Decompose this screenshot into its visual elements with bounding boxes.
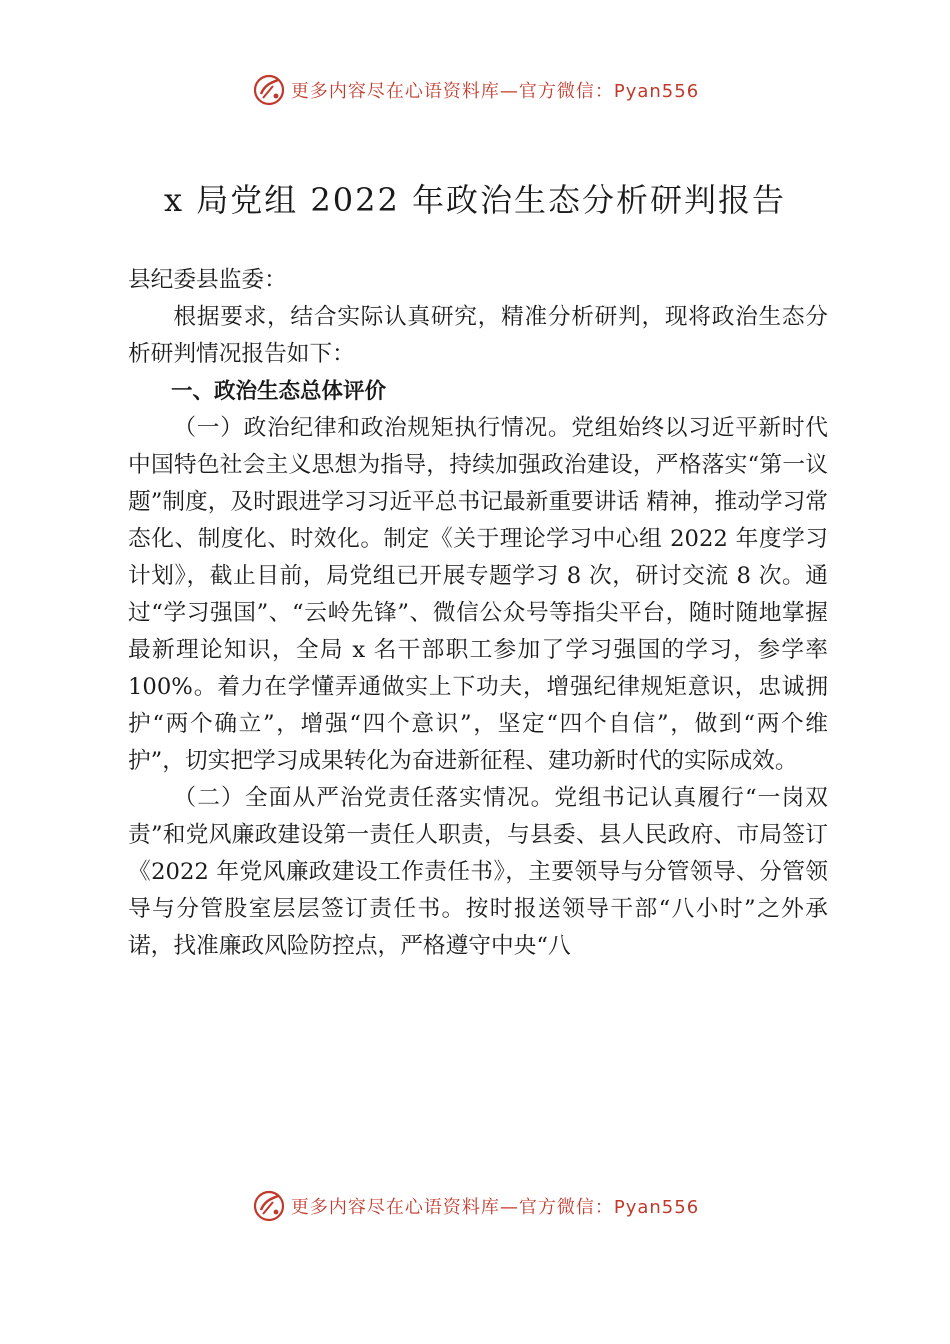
footer-watermark-banner (0, 1186, 950, 1226)
document-title: x 局党组 2022 年政治生态分析研判报告 (163, 181, 786, 219)
brand-logo-icon (251, 1188, 287, 1224)
paragraph: 根据要求，结合实际认真研究，精准分析研判，现将政治生态分析研判情况报告如下： (128, 304, 828, 367)
brand-logo-icon (251, 72, 287, 108)
watermark-text: 更多内容尽在心语资料库—官方微信：Pyan556 (290, 1197, 700, 1218)
watermark-text: 更多内容尽在心语资料库—官方微信：Pyan556 (290, 81, 700, 102)
paragraph: （二）全面从严治党责任落实情况。党组书记认真履行“一岗双责”和党风廉政建设第一责任人职责，与县委、县人民政府、市局签订《2022 年党风廉政建设工作责任书》，主要领导与分管领导、分管领导与分管股室层层签订责任书。按时报送领导干部“八小时”之外承诺，找准廉政风险防控点，严格遵守中央“八 (128, 785, 828, 959)
salutation: 县纪委县监委： (128, 267, 287, 293)
paragraph: （一）政治纪律和政治规矩执行情况。党组始终以习近平新时代中国特色社会主义思想为指导，持续加强政治建设，严格落实“第一议题”制度，及时跟进学习习近平总书记最新重要讲话 精神，推动学习常态化、制度化、时效化。制定《关于理论学习中心组 2022 年度学习计划》，截止目前，局党组已开展专题学习 8 次，研讨交流 8 次。通过“学习强国”、“云岭先锋”、微信公众号等指尖平台，随时随地掌握最新理论知识，全局 x 名干部职工参加了学习强国的学习，参学率 100%。着力在学懂弄通做实上下功夫，增强纪律规矩意识，忠诚拥护“两个确立”，增强“四个意识”，坚定“四个自信”，做到“两个维护”，切实把学习成果转化为奋进新征程、建功新时代的实际成效。 (128, 415, 828, 774)
document-body (128, 262, 828, 965)
header-watermark-banner (0, 70, 950, 110)
paragraph-list (128, 299, 828, 965)
section-heading: 一、政治生态总体评价 (171, 379, 387, 404)
